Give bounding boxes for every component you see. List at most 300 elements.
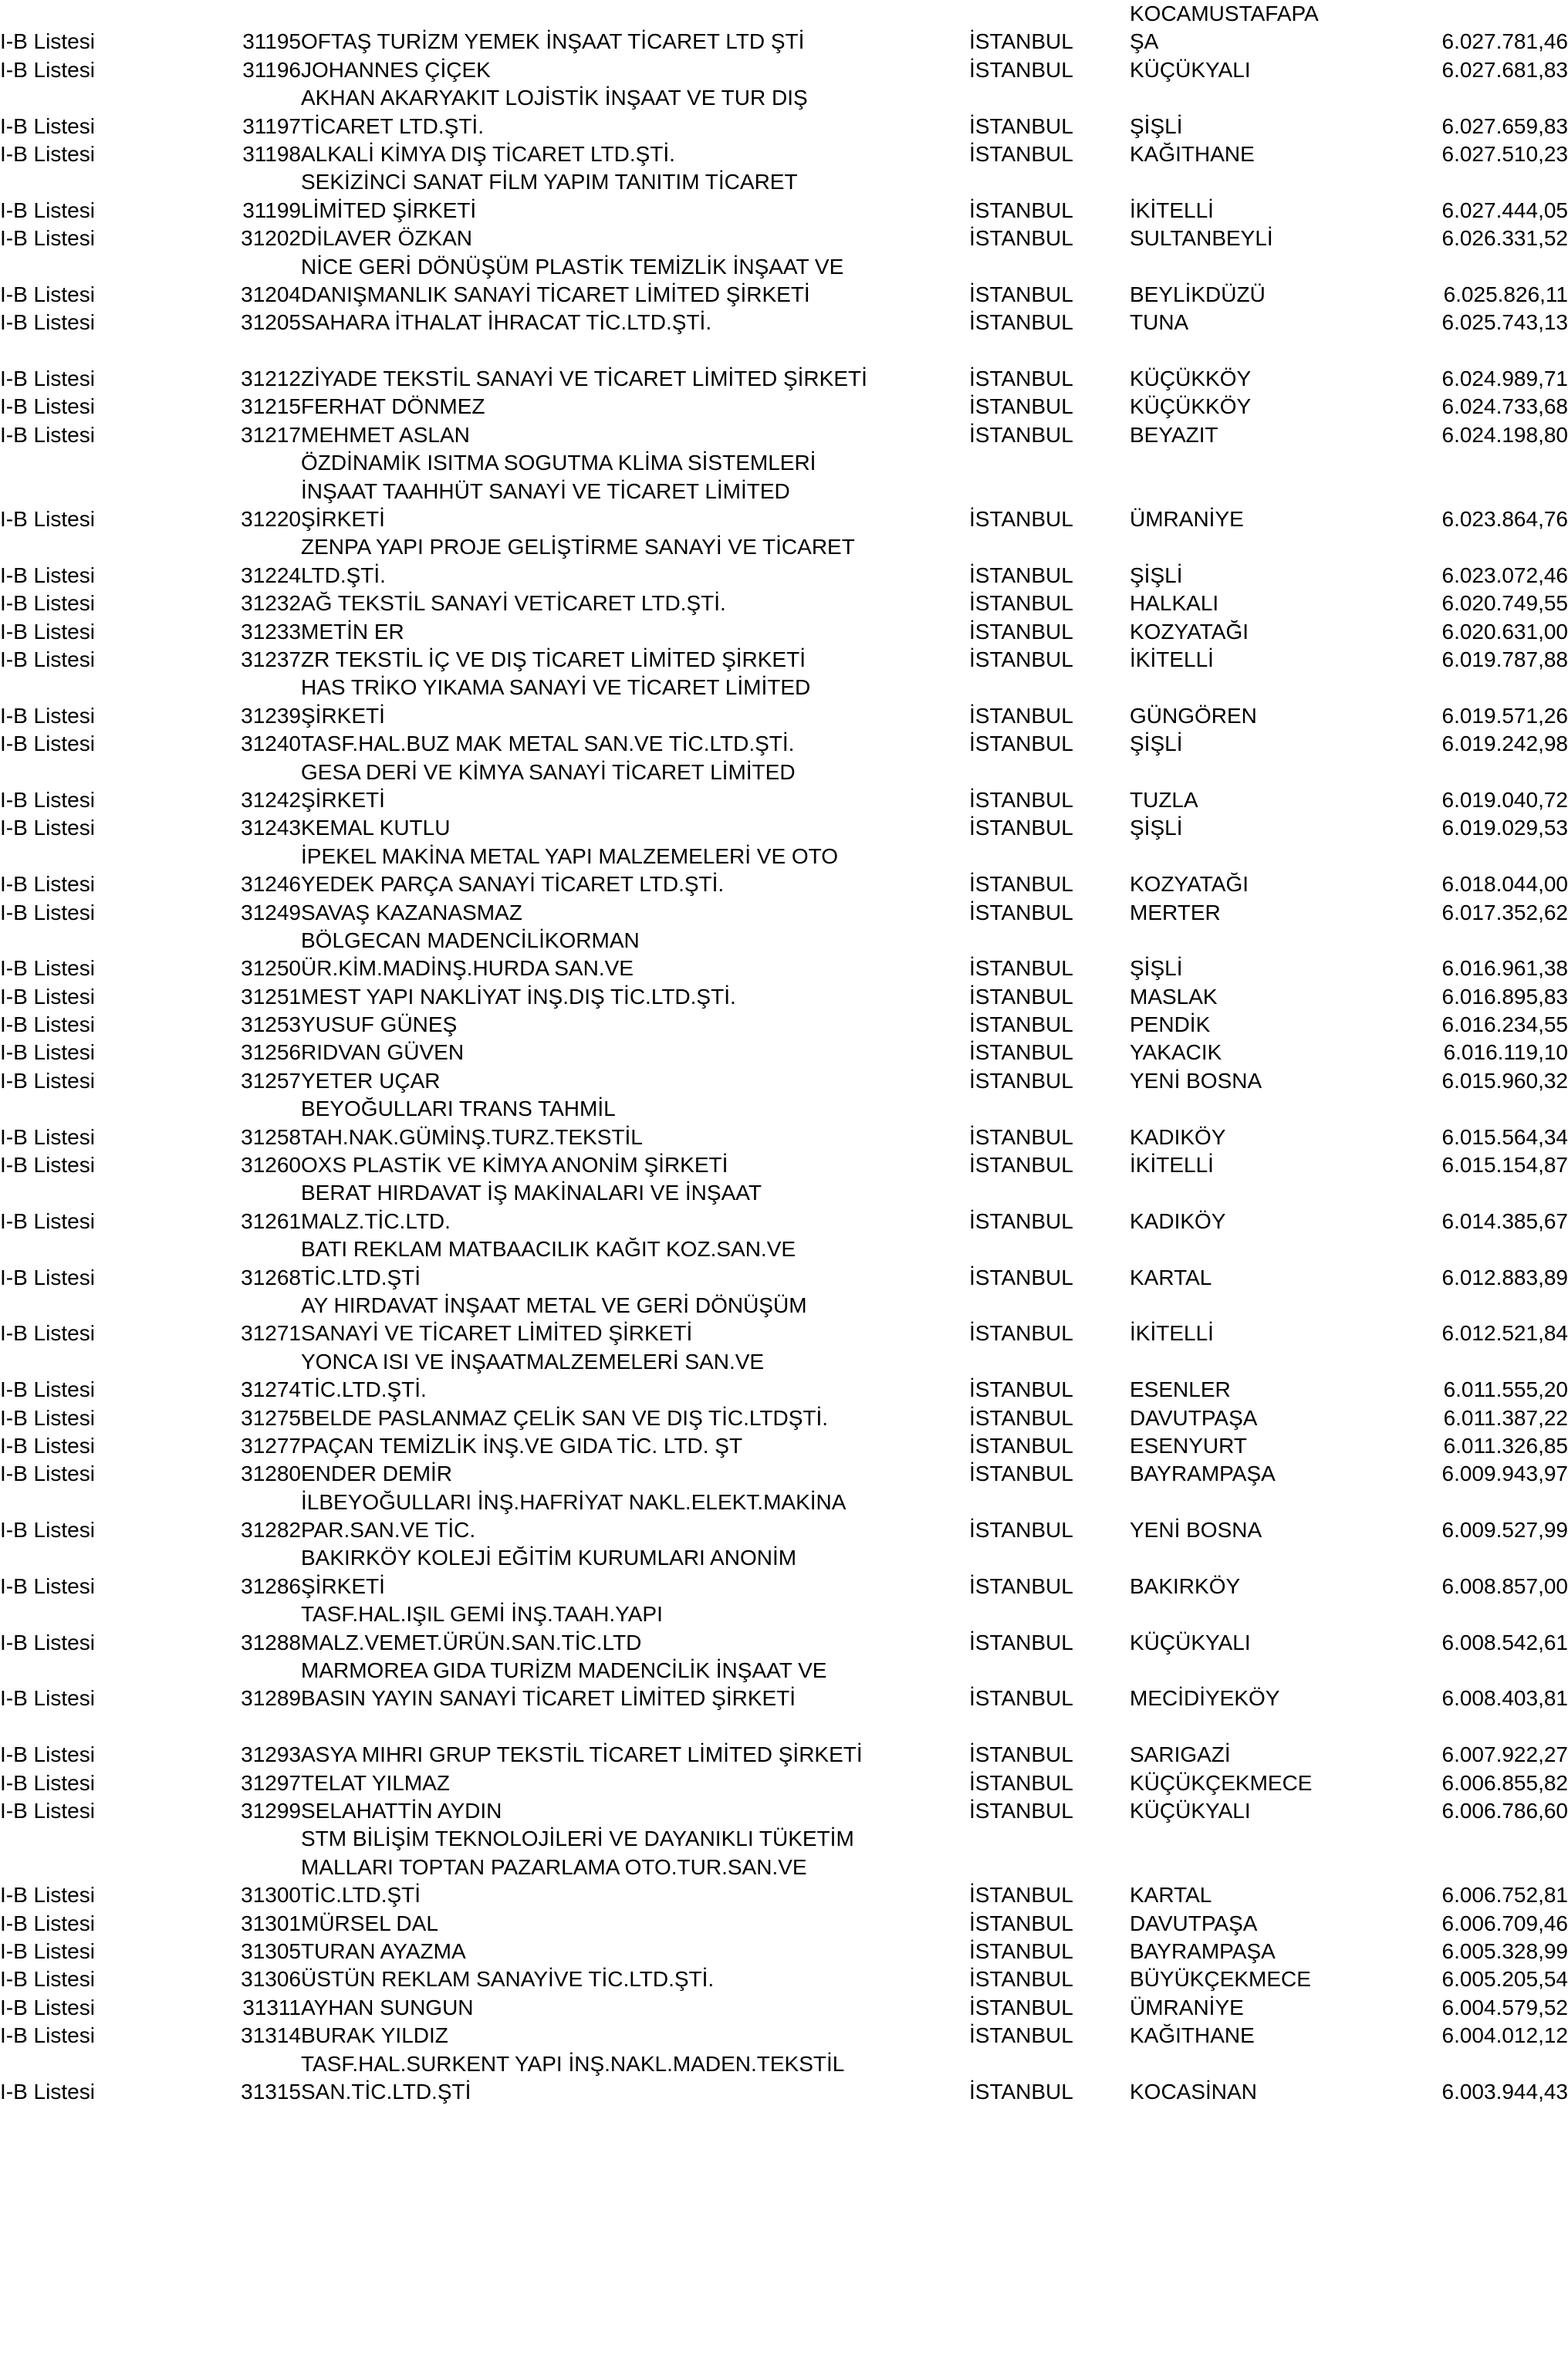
list-label-cell: I-B Listesi <box>0 1630 95 1654</box>
province-cell: İSTANBUL <box>969 2079 1073 2104</box>
sequence-number-cell <box>194 674 301 701</box>
amount-cell: 6.006.786,60 <box>1441 1799 1568 1823</box>
sequence-number-cell <box>194 1544 301 1572</box>
list-label-cell: I-B Listesi <box>0 1883 95 1908</box>
tax-office-cell <box>1130 1657 1404 1685</box>
taxpayer-name-cell: BEYOĞULLARI TRANS TAHMİL <box>301 1097 616 1121</box>
province-cell <box>969 927 1130 955</box>
list-label-cell: I-B Listesi <box>0 1040 95 1065</box>
table-row <box>0 1938 1568 1965</box>
sequence-number-cell: 31242 <box>241 787 301 812</box>
province-cell <box>969 253 1130 281</box>
table-row <box>0 393 1568 421</box>
list-label-cell <box>0 1095 194 1123</box>
taxpayer-name-cell: ASYA MIHRI GRUP TEKSTİL TİCARET LİMİTED ŞİRKETİ <box>301 1742 863 1767</box>
province-cell: İSTANBUL <box>969 900 1073 924</box>
province-cell: İSTANBUL <box>969 1405 1073 1430</box>
taxpayer-name-cell: BATI REKLAM MATBAACILIK KAĞIT KOZ.SAN.VE <box>301 1237 796 1262</box>
province-cell <box>969 1235 1130 1263</box>
tax-office-cell <box>1130 1292 1404 1320</box>
table-row <box>0 1039 1568 1066</box>
tax-office-cell: DAVUTPAŞA <box>1130 1405 1258 1430</box>
table-row-continuation <box>0 1600 1568 1628</box>
list-label-cell: I-B Listesi <box>0 1938 95 1963</box>
taxpayer-name-cell: FERHAT DÖNMEZ <box>301 394 485 419</box>
amount-cell <box>1404 1854 1568 1881</box>
table-row <box>0 1460 1568 1488</box>
amount-cell <box>1404 1600 1568 1628</box>
taxpayer-name-cell: NİCE GERİ DÖNÜŞÜM PLASTİK TEMİZLİK İNŞAAT VE <box>301 254 844 279</box>
tax-office-cell: ÜMRANİYE <box>1130 507 1244 532</box>
list-label-cell: I-B Listesi <box>0 563 95 587</box>
taxpayer-name-cell <box>301 0 969 28</box>
amount-cell: 6.024.989,71 <box>1441 367 1568 391</box>
table-row <box>0 983 1568 1011</box>
tax-office-cell: ŞİŞLİ <box>1130 956 1183 981</box>
list-label-cell: I-B Listesi <box>0 647 95 671</box>
table-row-continuation <box>0 253 1568 281</box>
sequence-number-cell <box>194 478 301 505</box>
taxpayer-name-cell: SANAYİ VE TİCARET LİMİTED ŞİRKETİ <box>301 1321 693 1346</box>
list-label-cell: I-B Listesi <box>0 787 95 812</box>
amount-cell <box>1404 533 1568 561</box>
amount-cell: 6.006.709,46 <box>1441 1911 1568 1935</box>
list-label-cell <box>0 1657 194 1685</box>
tax-office-cell <box>1130 1600 1404 1628</box>
table-row-continuation <box>0 449 1568 477</box>
sequence-number-cell: 31315 <box>241 2079 301 2104</box>
sequence-number-cell: 31277 <box>241 1433 301 1458</box>
taxpayer-name-cell: TİC.LTD.ŞTİ <box>301 1883 421 1908</box>
tax-office-cell <box>1130 674 1404 701</box>
table-row-continuation <box>0 1544 1568 1572</box>
sequence-number-cell: 31204 <box>241 282 301 306</box>
taxpayer-name-cell: SAVAŞ KAZANASMAZ <box>301 900 522 924</box>
province-cell <box>969 1348 1130 1376</box>
sequence-number-cell: 31258 <box>241 1124 301 1149</box>
sequence-number-cell: 31286 <box>241 1573 301 1598</box>
list-label-cell: I-B Listesi <box>0 226 95 251</box>
sequence-number-cell: 31275 <box>241 1405 301 1430</box>
list-label-cell: I-B Listesi <box>0 732 95 756</box>
sequence-number-cell: 31195 <box>242 29 301 54</box>
taxpayer-name-cell: TASF.HAL.SURKENT YAPI İNŞ.NAKL.MADEN.TEKSTİL <box>301 2051 845 2076</box>
province-cell <box>969 1825 1130 1853</box>
sequence-number-cell <box>194 1292 301 1320</box>
taxpayer-name-cell: BERAT HIRDAVAT İŞ MAKİNALARI VE İNŞAAT <box>301 1181 762 1205</box>
tax-office-cell: MASLAK <box>1130 984 1218 1009</box>
table-row-continuation <box>0 84 1568 112</box>
taxpayer-name-cell: PAÇAN TEMİZLİK İNŞ.VE GIDA TİC. LTD. ŞT <box>301 1433 743 1458</box>
list-label-cell <box>0 1179 194 1207</box>
amount-cell: 6.017.352,62 <box>1441 900 1568 924</box>
tax-office-cell: ŞİŞLİ <box>1130 113 1183 138</box>
list-label-cell: I-B Listesi <box>0 1321 95 1346</box>
tax-office-cell <box>1130 168 1404 196</box>
tax-office-cell: YENİ BOSNA <box>1130 1518 1262 1543</box>
province-cell <box>969 1544 1130 1572</box>
table-row <box>0 2022 1568 2050</box>
sequence-number-cell: 31282 <box>241 1518 301 1543</box>
amount-cell <box>1404 1292 1568 1320</box>
tax-office-cell <box>1130 253 1404 281</box>
taxpayer-name-cell: ÜR.KİM.MADİNŞ.HURDA SAN.VE <box>301 956 634 981</box>
sequence-number-cell: 31237 <box>241 647 301 671</box>
tax-office-cell: YENİ BOSNA <box>1130 1068 1262 1093</box>
sequence-number-cell: 31246 <box>241 872 301 897</box>
amount-cell: 6.008.403,81 <box>1441 1686 1568 1711</box>
taxpayer-name-cell: TURAN AYAZMA <box>301 1938 466 1963</box>
province-cell: İSTANBUL <box>969 1883 1073 1908</box>
table-row-continuation <box>0 2050 1568 2078</box>
table-row <box>0 2078 1568 2106</box>
tax-office-cell: KÜÇÜKYALI <box>1130 57 1251 82</box>
tax-office-cell <box>1130 478 1404 505</box>
tax-office-cell: KÜÇÜKKÖY <box>1130 367 1252 391</box>
sequence-number-cell: 31274 <box>241 1377 301 1402</box>
list-label-cell <box>0 449 194 477</box>
table-row <box>0 814 1568 842</box>
province-cell: İSTANBUL <box>969 1265 1073 1289</box>
tax-office-cell <box>1130 533 1404 561</box>
table-row <box>0 1264 1568 1292</box>
amount-cell <box>1404 1235 1568 1263</box>
table-row <box>0 1573 1568 1600</box>
sequence-number-cell: 31232 <box>241 591 301 616</box>
amount-cell <box>1404 1657 1568 1685</box>
sequence-number-cell: 31233 <box>241 619 301 644</box>
tax-office-cell: MERTER <box>1130 900 1221 924</box>
sequence-number-cell: 31240 <box>241 732 301 756</box>
list-label-cell: I-B Listesi <box>0 1799 95 1823</box>
tax-office-cell: KÜÇÜKÇEKMECE <box>1130 1770 1313 1795</box>
tax-office-cell <box>1130 1854 1404 1881</box>
province-cell: İSTANBUL <box>969 1377 1073 1402</box>
tax-office-cell: ŞİŞLİ <box>1130 563 1183 587</box>
table-row-continuation <box>0 759 1568 786</box>
taxpayer-name-cell: MEST YAPI NAKLİYAT İNŞ.DIŞ TİC.LTD.ŞTİ. <box>301 984 736 1009</box>
table-spacer-cell <box>0 337 1568 365</box>
table-row <box>0 1741 1568 1769</box>
province-cell <box>969 0 1130 28</box>
list-label-cell: I-B Listesi <box>0 1124 95 1149</box>
province-cell: İSTANBUL <box>969 591 1073 616</box>
province-cell <box>969 449 1130 477</box>
province-cell: İSTANBUL <box>969 57 1073 82</box>
table-row <box>0 1769 1568 1797</box>
sequence-number-cell: 31212 <box>241 367 301 391</box>
taxpayer-name-cell: BÖLGECAN MADENCİLİKORMAN <box>301 928 640 952</box>
tax-office-cell: KOCASİNAN <box>1130 2079 1257 2104</box>
list-label-cell: I-B Listesi <box>0 1573 95 1598</box>
tax-office-cell: KARTAL <box>1130 1883 1212 1908</box>
table-spacer-row <box>0 1713 1568 1741</box>
sequence-number-cell: 31224 <box>241 563 301 587</box>
table-row <box>0 421 1568 449</box>
province-cell: İSTANBUL <box>969 984 1073 1009</box>
amount-cell <box>1404 84 1568 112</box>
amount-cell: 6.015.960,32 <box>1441 1068 1568 1093</box>
tax-office-cell <box>1130 1489 1404 1516</box>
province-cell: İSTANBUL <box>969 872 1073 897</box>
list-label-cell: I-B Listesi <box>0 1911 95 1935</box>
tax-office-cell <box>1130 1179 1404 1207</box>
tax-office-cell: HALKALI <box>1130 591 1219 616</box>
amount-cell <box>1404 674 1568 701</box>
list-label-cell: I-B Listesi <box>0 984 95 1009</box>
table-row <box>0 618 1568 646</box>
tax-office-cell <box>1130 449 1404 477</box>
table-row <box>0 562 1568 590</box>
province-cell: İSTANBUL <box>969 703 1073 728</box>
taxpayer-name-cell: LTD.ŞTİ. <box>301 563 386 587</box>
province-cell: İSTANBUL <box>969 956 1073 981</box>
tax-office-cell <box>1130 843 1404 870</box>
sequence-number-cell: 31271 <box>241 1321 301 1346</box>
amount-cell: 6.019.040,72 <box>1441 787 1568 812</box>
list-label-cell: I-B Listesi <box>0 1068 95 1093</box>
taxpayer-name-cell: ŞİRKETİ <box>301 787 385 812</box>
province-cell <box>969 168 1130 196</box>
tax-office-cell: İKİTELLİ <box>1130 1321 1214 1346</box>
province-cell: İSTANBUL <box>969 1799 1073 1823</box>
sequence-number-cell: 31301 <box>241 1911 301 1935</box>
tax-office-cell: KADIKÖY <box>1130 1124 1226 1149</box>
taxpayer-name-cell: LİMİTED ŞİRKETİ <box>301 198 477 222</box>
list-label-cell <box>0 927 194 955</box>
list-label-cell: I-B Listesi <box>0 1995 95 2019</box>
table-row-continuation <box>0 478 1568 505</box>
amount-cell: 6.003.944,43 <box>1441 2079 1568 2104</box>
list-label-cell <box>0 1854 194 1881</box>
taxpayer-name-cell: TASF.HAL.IŞIL GEMİ İNŞ.TAAH.YAPI <box>301 1602 663 1627</box>
province-cell <box>969 1095 1130 1123</box>
amount-cell: 6.020.631,00 <box>1441 619 1568 644</box>
amount-cell <box>1404 927 1568 955</box>
taxpayer-name-cell: ENDER DEMİR <box>301 1462 453 1486</box>
table-row <box>0 955 1568 982</box>
amount-cell: 6.004.012,12 <box>1441 2023 1568 2048</box>
list-label-cell <box>0 1825 194 1853</box>
list-label-cell: I-B Listesi <box>0 1208 95 1233</box>
taxpayer-name-cell: ÜSTÜN REKLAM SANAYİVE TİC.LTD.ŞTİ. <box>301 1967 715 1992</box>
province-cell: İSTANBUL <box>969 1321 1073 1346</box>
amount-cell: 6.016.961,38 <box>1441 956 1568 981</box>
list-label-cell <box>0 674 194 701</box>
sequence-number-cell <box>194 168 301 196</box>
sequence-number-cell <box>194 1600 301 1628</box>
amount-cell: 6.023.864,76 <box>1441 507 1568 532</box>
tax-office-cell: ŞİŞLİ <box>1130 732 1183 756</box>
province-cell <box>969 84 1130 112</box>
province-cell: İSTANBUL <box>969 113 1073 138</box>
tax-office-cell: KAĞITHANE <box>1130 141 1255 166</box>
list-label-cell: I-B Listesi <box>0 1405 95 1430</box>
list-label-cell <box>0 533 194 561</box>
table-spacer-cell <box>0 1713 1568 1741</box>
taxpayer-name-cell: KEMAL KUTLU <box>301 816 451 840</box>
amount-cell: 6.006.855,82 <box>1441 1770 1568 1795</box>
province-cell: İSTANBUL <box>969 1462 1073 1486</box>
sequence-number-cell: 31261 <box>241 1208 301 1233</box>
taxpayer-name-cell: MARMOREA GIDA TURİZM MADENCİLİK İNŞAAT VE <box>301 1658 827 1683</box>
amount-cell: 6.027.510,23 <box>1441 141 1568 166</box>
table-row-continuation <box>0 1348 1568 1376</box>
taxpayer-name-cell: RIDVAN GÜVEN <box>301 1040 465 1065</box>
sequence-number-cell <box>194 1179 301 1207</box>
table-row <box>0 1404 1568 1432</box>
table-row <box>0 225 1568 252</box>
amount-cell <box>1404 1095 1568 1123</box>
amount-cell: 6.015.564,34 <box>1441 1124 1568 1149</box>
list-label-cell: I-B Listesi <box>0 422 95 447</box>
list-label-cell: I-B Listesi <box>0 900 95 924</box>
taxpayer-name-cell: OXS PLASTİK VE KİMYA ANONİM ŞİRKETİ <box>301 1153 728 1178</box>
taxpayer-name-cell: SAN.TİC.LTD.ŞTİ <box>301 2079 471 2104</box>
tax-office-cell: BAYRAMPAŞA <box>1130 1938 1276 1963</box>
tax-office-cell: KÜÇÜKYALI <box>1130 1799 1251 1823</box>
sequence-number-cell: 31311 <box>242 1995 301 2019</box>
taxpayer-name-cell: AYHAN SUNGUN <box>301 1995 474 2019</box>
taxpayer-name-cell: ZENPA YAPI PROJE GELİŞTİRME SANAYİ VE TİCARET <box>301 535 855 559</box>
sequence-number-cell <box>194 533 301 561</box>
list-label-cell: I-B Listesi <box>0 1462 95 1486</box>
amount-cell: 6.026.331,52 <box>1441 226 1568 251</box>
province-cell: İSTANBUL <box>969 1911 1073 1935</box>
taxpayer-name-cell: MÜRSEL DAL <box>301 1911 438 1935</box>
province-cell: İSTANBUL <box>969 141 1073 166</box>
taxpayer-name-cell: PAR.SAN.VE TİC. <box>301 1518 476 1543</box>
list-label-cell: I-B Listesi <box>0 310 95 335</box>
sequence-number-cell <box>194 1657 301 1685</box>
sequence-number-cell <box>194 2050 301 2078</box>
table-row <box>0 702 1568 730</box>
sequence-number-cell <box>194 1348 301 1376</box>
province-cell: İSTANBUL <box>969 619 1073 644</box>
tax-office-cell: TUZLA <box>1130 787 1198 812</box>
amount-cell: 6.014.385,67 <box>1441 1208 1568 1233</box>
amount-cell: 6.009.943,97 <box>1441 1462 1568 1486</box>
table-row-continuation <box>0 674 1568 701</box>
province-cell: İSTANBUL <box>969 310 1073 335</box>
amount-cell: 6.009.527,99 <box>1441 1518 1568 1543</box>
list-label-cell: I-B Listesi <box>0 619 95 644</box>
table-row <box>0 1151 1568 1179</box>
tax-office-cell <box>1130 1348 1404 1376</box>
list-label-cell: I-B Listesi <box>0 1265 95 1289</box>
province-cell: İSTANBUL <box>969 422 1073 447</box>
table-row-continuation <box>0 927 1568 955</box>
list-label-cell <box>0 2050 194 2078</box>
sequence-number-cell: 31297 <box>241 1770 301 1795</box>
amount-cell: 6.019.571,26 <box>1441 703 1568 728</box>
tax-office-cell: KOCAMUSTAFAPA <box>1130 2 1319 25</box>
sequence-number-cell <box>194 843 301 870</box>
province-cell: İSTANBUL <box>969 1742 1073 1767</box>
province-cell <box>969 674 1130 701</box>
amount-cell <box>1404 0 1568 28</box>
amount-cell: 6.016.119,10 <box>1443 1040 1568 1065</box>
taxpayer-name-cell: İLBEYOĞULLARI İNŞ.HAFRİYAT NAKL.ELEKT.MAKİNA <box>301 1489 847 1514</box>
taxpayer-name-cell: SEKİZİNCİ SANAT FİLM YAPIM TANITIM TİCARET <box>301 170 798 194</box>
list-label-cell: I-B Listesi <box>0 1377 95 1402</box>
taxpayer-name-cell: TASF.HAL.BUZ MAK METAL SAN.VE TİC.LTD.ŞTİ. <box>301 732 795 756</box>
taxpayer-name-cell: MALZ.VEMET.ÜRÜN.SAN.TİC.LTD <box>301 1630 642 1654</box>
tax-office-cell: İKİTELLİ <box>1130 198 1214 222</box>
list-label-cell <box>0 1544 194 1572</box>
list-label-cell <box>0 843 194 870</box>
tax-office-cell: BAKIRKÖY <box>1130 1573 1241 1598</box>
sequence-number-cell <box>194 1854 301 1881</box>
table-row <box>0 1320 1568 1347</box>
sequence-number-cell <box>194 759 301 786</box>
list-label-cell <box>0 84 194 112</box>
amount-cell: 6.025.826,11 <box>1443 282 1568 306</box>
province-cell: İSTANBUL <box>969 647 1073 671</box>
tax-office-cell <box>1130 1235 1404 1263</box>
taxpayer-name-cell: MALLARI TOPTAN PAZARLAMA OTO.TUR.SAN.VE <box>301 1854 807 1879</box>
table-row-continuation <box>0 1292 1568 1320</box>
tax-office-cell: İKİTELLİ <box>1130 647 1214 671</box>
province-cell <box>969 843 1130 870</box>
sequence-number-cell: 31314 <box>241 2023 301 2048</box>
amount-cell <box>1404 2050 1568 2078</box>
amount-cell: 6.006.752,81 <box>1441 1883 1568 1908</box>
taxpayer-name-cell: SELAHATTİN AYDIN <box>301 1799 502 1823</box>
tax-office-cell: KÜÇÜKKÖY <box>1130 394 1252 419</box>
list-label-cell <box>0 1348 194 1376</box>
taxpayer-name-cell: METİN ER <box>301 619 404 644</box>
table-row-continuation <box>0 0 1568 28</box>
sequence-number-cell: 31197 <box>242 113 301 138</box>
table-row-continuation <box>0 1489 1568 1516</box>
taxpayer-name-cell: AY HIRDAVAT İNŞAAT METAL VE GERİ DÖNÜŞÜM <box>301 1293 807 1317</box>
tax-office-cell <box>1130 2050 1404 2078</box>
province-cell: İSTANBUL <box>969 282 1073 306</box>
list-label-cell <box>0 0 194 28</box>
list-label-cell: I-B Listesi <box>0 1967 95 1992</box>
sequence-number-cell: 31256 <box>241 1040 301 1065</box>
table-row <box>0 281 1568 309</box>
table-row <box>0 590 1568 617</box>
taxpayer-name-cell: İNŞAAT TAAHHÜT SANAYİ VE TİCARET LİMİTED <box>301 478 790 503</box>
province-cell <box>969 1854 1130 1881</box>
amount-cell: 6.005.205,54 <box>1441 1967 1568 1992</box>
sequence-number-cell: 31260 <box>241 1153 301 1178</box>
table-row <box>0 899 1568 927</box>
table-row <box>0 730 1568 758</box>
taxpayer-name-cell: MEHMET ASLAN <box>301 422 470 447</box>
table-row <box>0 1910 1568 1938</box>
amount-cell: 6.004.579,52 <box>1441 1995 1568 2019</box>
taxpayer-name-cell: MALZ.TİC.LTD. <box>301 1208 451 1233</box>
table-row-continuation <box>0 1235 1568 1263</box>
sequence-number-cell: 31205 <box>241 310 301 335</box>
taxpayer-name-cell: STM BİLİŞİM TEKNOLOJİLERİ VE DAYANIKLI TÜKETİM <box>301 1827 854 1851</box>
tax-office-cell: BAYRAMPAŞA <box>1130 1462 1276 1486</box>
sequence-number-cell: 31239 <box>241 703 301 728</box>
tax-office-cell: MECİDİYEKÖY <box>1130 1686 1280 1711</box>
list-label-cell: I-B Listesi <box>0 703 95 728</box>
amount-cell: 6.011.326,85 <box>1443 1433 1568 1458</box>
taxpayer-name-cell: AĞ TEKSTİL SANAYİ VETİCARET LTD.ŞTİ. <box>301 591 726 616</box>
tax-office-cell <box>1130 84 1404 112</box>
taxpayer-name-cell: YUSUF GÜNEŞ <box>301 1012 458 1037</box>
tax-office-cell: SULTANBEYLİ <box>1130 226 1273 251</box>
amount-cell <box>1404 1348 1568 1376</box>
tax-office-cell <box>1130 1544 1404 1572</box>
amount-cell <box>1404 168 1568 196</box>
